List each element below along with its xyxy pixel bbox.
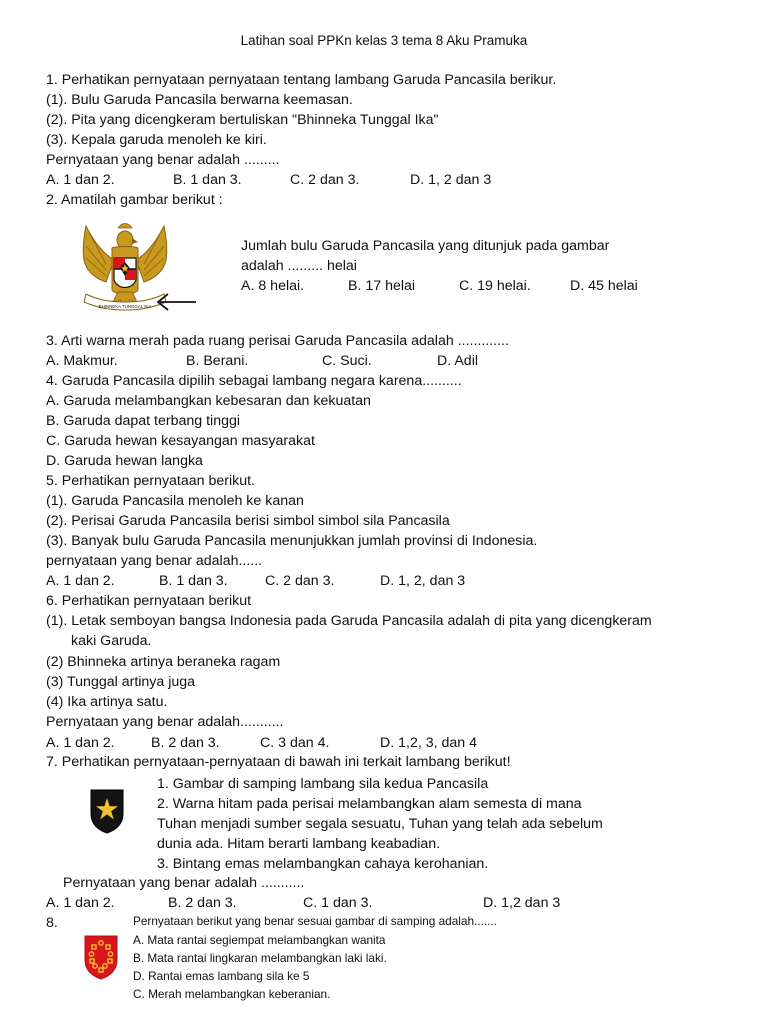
- q2-option-c[interactable]: C. 19 helai.: [459, 278, 531, 294]
- q6-statement: (2) Bhinneka artinya beraneka ragam: [46, 654, 281, 670]
- q7-question: 7. Perhatikan pernyataan-pernyataan di bawah ini terkait lambang berikut!: [46, 754, 511, 770]
- q6-option-d[interactable]: D. 1,2, 3, dan 4: [380, 735, 478, 751]
- q7-option-d[interactable]: D. 1,2 dan 3: [483, 895, 561, 911]
- q1-prompt: Pernyataan yang benar adalah .........: [46, 152, 280, 168]
- q1-option-c[interactable]: C. 2 dan 3.: [290, 172, 360, 188]
- q6-question: 6. Perhatikan pernyataan berikut: [46, 593, 252, 609]
- q3-option-a[interactable]: A. Makmur.: [46, 353, 118, 369]
- q8-option-a[interactable]: A. Mata rantai segiempat melambangkan wanita: [133, 933, 386, 947]
- q1-question: 1. Perhatikan pernyataan pernyataan tentang lambang Garuda Pancasila berikur.: [46, 72, 557, 88]
- q4-option-b[interactable]: B. Garuda dapat terbang tinggi: [46, 413, 241, 429]
- q7-line: 1. Gambar di samping lambang sila kedua Pancasila: [157, 776, 489, 792]
- arrow-left-icon: [158, 294, 196, 310]
- q1-option-b[interactable]: B. 1 dan 3.: [173, 172, 242, 188]
- q8-option-b[interactable]: B. Mata rantai lingkaran melambangkan laki laki.: [133, 951, 387, 965]
- q1-option-a[interactable]: A. 1 dan 2.: [46, 172, 115, 188]
- q7-option-b[interactable]: B. 2 dan 3.: [168, 895, 237, 911]
- q7-line: 2. Warna hitam pada perisai melambangkan alam semesta di mana: [157, 796, 582, 812]
- q3-option-c[interactable]: C. Suci.: [322, 353, 372, 369]
- q5-option-c[interactable]: C. 2 dan 3.: [265, 573, 335, 589]
- q7-line: dunia ada. Hitam berarti lambang keabadian.: [157, 836, 441, 852]
- q5-statement: (3). Banyak bulu Garuda Pancasila menunjukkan jumlah provinsi di Indonesia.: [46, 533, 538, 549]
- q5-statement: (2). Perisai Garuda Pancasila berisi simbol simbol sila Pancasila: [46, 513, 450, 529]
- q6-statement: kaki Garuda.: [71, 633, 152, 649]
- q8-number: 8.: [46, 915, 58, 931]
- q2-text-line2: adalah ......... helai: [241, 258, 357, 274]
- q7-option-a[interactable]: A. 1 dan 2.: [46, 895, 115, 911]
- q1-statement: (3). Kepala garuda menoleh ke kiri.: [46, 132, 267, 148]
- q3-question: 3. Arti warna merah pada ruang perisai Garuda Pancasila adalah .............: [46, 333, 509, 349]
- q6-prompt: Pernyataan yang benar adalah...........: [46, 714, 284, 730]
- q5-option-a[interactable]: A. 1 dan 2.: [46, 573, 115, 589]
- q6-option-b[interactable]: B. 2 dan 3.: [151, 735, 220, 751]
- q5-option-b[interactable]: B. 1 dan 3.: [159, 573, 228, 589]
- q4-option-a[interactable]: A. Garuda melambangkan kebesaran dan kekuatan: [46, 393, 371, 409]
- q6-statement: (4) Ika artinya satu.: [46, 694, 168, 710]
- q6-option-a[interactable]: A. 1 dan 2.: [46, 735, 115, 751]
- q2-option-a[interactable]: A. 8 helai.: [241, 278, 305, 294]
- q1-statement: (1). Bulu Garuda Pancasila berwarna keemasan.: [46, 92, 353, 108]
- q4-option-c[interactable]: C. Garuda hewan kesayangan masyarakat: [46, 433, 315, 449]
- q5-question: 5. Perhatikan pernyataan berikut.: [46, 473, 256, 489]
- q5-prompt: pernyataan yang benar adalah......: [46, 553, 263, 569]
- q2-option-d[interactable]: D. 45 helai: [570, 278, 638, 294]
- q2-question: 2. Amatilah gambar berikut :: [46, 192, 223, 208]
- q7-prompt: Pernyataan yang benar adalah ...........: [63, 875, 305, 891]
- q7-line: Tuhan menjadi sumber segala sesuatu, Tuhan yang telah ada sebelum: [157, 816, 603, 832]
- q4-option-d[interactable]: D. Garuda hewan langka: [46, 453, 203, 469]
- q7-line: 3. Bintang emas melambangkan cahaya kerohanian.: [157, 856, 489, 872]
- q3-option-d[interactable]: D. Adil: [437, 353, 479, 369]
- star-shield-image: [90, 788, 124, 834]
- q1-option-d[interactable]: D. 1, 2 dan 3: [410, 172, 492, 188]
- q2-text-line1: Jumlah bulu Garuda Pancasila yang ditunjuk pada gambar: [241, 238, 610, 254]
- q5-option-d[interactable]: D. 1, 2, dan 3: [380, 573, 466, 589]
- q3-option-b[interactable]: B. Berani.: [186, 353, 249, 369]
- chain-shield-image: [84, 934, 118, 980]
- q7-option-c[interactable]: C. 1 dan 3.: [303, 895, 373, 911]
- q5-statement: (1). Garuda Pancasila menoleh ke kanan: [46, 493, 304, 509]
- q6-option-c[interactable]: C. 3 dan 4.: [260, 735, 330, 751]
- q8-option-c[interactable]: C. Merah melambangkan keberanian.: [133, 987, 331, 1001]
- q2-option-b[interactable]: B. 17 helai: [348, 278, 416, 294]
- ribbon-text: BHINNEKA TUNGGAL IKA: [98, 304, 152, 309]
- q8-question: Pernyataan berikut yang benar sesuai gambar di samping adalah.......: [133, 914, 497, 928]
- worksheet-title: Latihan soal PPKn kelas 3 tema 8 Aku Pramuka: [240, 33, 528, 48]
- q4-question: 4. Garuda Pancasila dipilih sebagai lambang negara karena..........: [46, 373, 462, 389]
- q8-option-d[interactable]: D. Rantai emas lambang sila ke 5: [133, 969, 310, 983]
- q6-statement: (1). Letak semboyan bangsa Indonesia pada Garuda Pancasila adalah di pita yang dicengkeram: [46, 613, 652, 629]
- q1-statement: (2). Pita yang dicengkeram bertuliskan "Bhinneka Tunggal Ika": [46, 112, 439, 128]
- garuda-pancasila-image: [76, 218, 201, 313]
- q6-statement: (3) Tunggal artinya juga: [46, 674, 196, 690]
